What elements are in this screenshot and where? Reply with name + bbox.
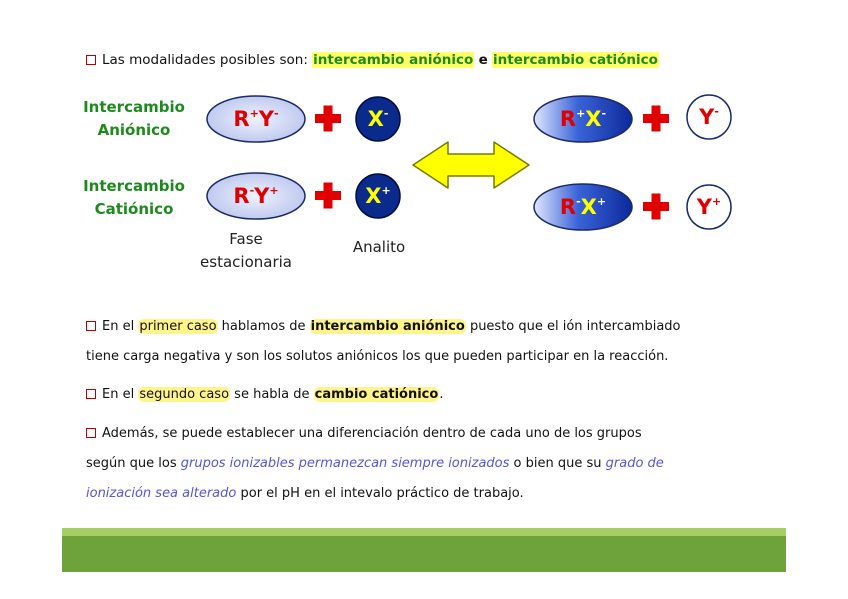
paragraph-first-case: En el primer caso hablamos de intercambio aniónico puesto que el ión intercambiado tiene carga negativa y son los solutos aniónicos los que pueden participar en la reacción. [86, 319, 681, 364]
ion-r-minus-x-plus: R-X+ [559, 195, 607, 219]
footer-bar-light [62, 528, 786, 536]
footer-bar-dark [62, 536, 786, 572]
ion-r-minus-y-plus: R-Y+ [233, 184, 279, 208]
label-anionic: Intercambio Aniónico [83, 98, 185, 139]
double-arrow-icon [413, 142, 529, 188]
ion-y-minus: Y- [699, 105, 719, 129]
ion-r-plus-x-minus: R+X- [559, 107, 607, 131]
caption-analyte: Analito [352, 238, 406, 256]
caption-stationary-phase: Fase estacionaria [200, 230, 292, 271]
checkbox-bullet-icon [86, 389, 96, 399]
paragraph-second-case: En el segundo caso se habla de cambio catiónico. [86, 380, 766, 410]
ion-x-plus: X+ [365, 184, 391, 208]
ion-y-plus: Y+ [696, 195, 722, 219]
intro-line: Las modalidades posibles son: intercambio aniónico e intercambio catiónico [86, 52, 659, 68]
ion-x-minus: X- [367, 107, 389, 131]
label-cationic: Intercambio Catiónico [83, 177, 185, 218]
checkbox-bullet-icon [86, 428, 96, 438]
highlight-cationic: intercambio catiónico [493, 52, 658, 68]
paragraph-groups: Además, se puede establecer una diferenciación dentro de cada uno de los grupos según que los grupos ionizables permanezcan siempre ionizados o bien que su grado de ionización sea alterado por el pH en el intevalo práctico de trabajo. [86, 426, 664, 501]
highlight-anionic: intercambio aniónico [313, 52, 474, 68]
checkbox-bullet-icon [86, 321, 96, 331]
ion-r-plus-y-minus: R+Y- [233, 107, 279, 131]
